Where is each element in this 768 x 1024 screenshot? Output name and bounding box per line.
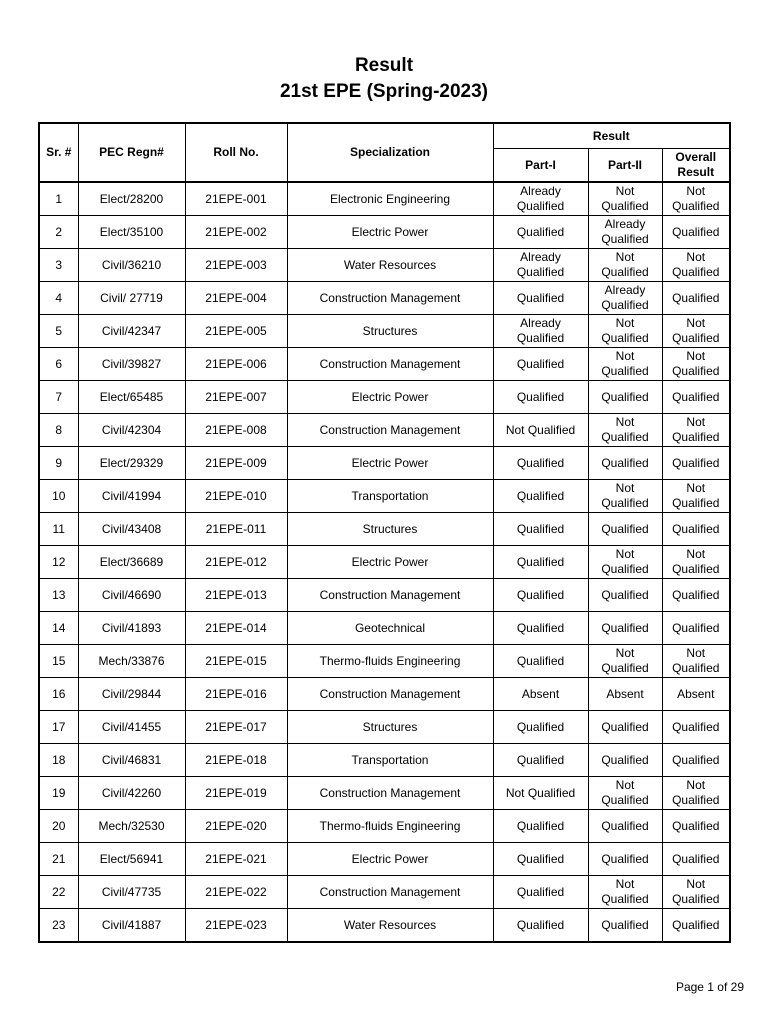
cell-roll-no: 21EPE-016: [185, 678, 287, 711]
cell-roll-no: 21EPE-004: [185, 282, 287, 315]
header-part-1: Part-I: [493, 149, 588, 183]
cell-sr-no: 6: [39, 348, 78, 381]
table-row: [39, 282, 730, 315]
cell-part-2: Not Qualified: [588, 546, 662, 579]
cell-specialization: Construction Management: [287, 348, 493, 381]
cell-overall-result: Not Qualified: [662, 645, 730, 678]
header-overall-line1: Overall: [675, 150, 717, 164]
cell-pec-regn: Civil/42347: [78, 315, 185, 348]
cell-specialization: Thermo-fluids Engineering: [287, 810, 493, 843]
cell-overall-result: Qualified: [662, 711, 730, 744]
cell-specialization: Construction Management: [287, 414, 493, 447]
cell-pec-regn: Civil/41455: [78, 711, 185, 744]
cell-pec-regn: Civil/41893: [78, 612, 185, 645]
table-row: [39, 843, 730, 876]
cell-specialization: Electric Power: [287, 843, 493, 876]
cell-specialization: Geotechnical: [287, 612, 493, 645]
cell-roll-no: 21EPE-012: [185, 546, 287, 579]
cell-specialization: Electric Power: [287, 447, 493, 480]
cell-part-1: Qualified: [493, 579, 588, 612]
cell-specialization: Construction Management: [287, 876, 493, 909]
cell-roll-no: 21EPE-001: [185, 182, 287, 216]
cell-sr-no: 15: [39, 645, 78, 678]
table-row: [39, 249, 730, 282]
cell-part-1: Qualified: [493, 909, 588, 943]
cell-pec-regn: Civil/46831: [78, 744, 185, 777]
cell-sr-no: 13: [39, 579, 78, 612]
cell-part-2: Not Qualified: [588, 876, 662, 909]
cell-part-2: Already Qualified: [588, 216, 662, 249]
cell-pec-regn: Civil/39827: [78, 348, 185, 381]
cell-specialization: Thermo-fluids Engineering: [287, 645, 493, 678]
header-sr: Sr. #: [39, 123, 78, 182]
cell-part-2: Not Qualified: [588, 182, 662, 216]
cell-part-2: Qualified: [588, 711, 662, 744]
cell-sr-no: 3: [39, 249, 78, 282]
cell-specialization: Electronic Engineering: [287, 182, 493, 216]
header-overall-line2: Result: [677, 165, 715, 179]
cell-part-1: Qualified: [493, 282, 588, 315]
cell-specialization: Electric Power: [287, 381, 493, 414]
cell-sr-no: 4: [39, 282, 78, 315]
cell-part-2: Not Qualified: [588, 480, 662, 513]
cell-sr-no: 20: [39, 810, 78, 843]
cell-part-2: Qualified: [588, 579, 662, 612]
cell-sr-no: 16: [39, 678, 78, 711]
header-specialization: Specialization: [287, 123, 493, 182]
cell-pec-regn: Civil/42304: [78, 414, 185, 447]
table-row: [39, 744, 730, 777]
table-row: [39, 579, 730, 612]
table-row: [39, 546, 730, 579]
cell-part-2: Not Qualified: [588, 348, 662, 381]
cell-roll-no: 21EPE-018: [185, 744, 287, 777]
header-roll-no: Roll No.: [185, 123, 287, 182]
cell-part-2: Qualified: [588, 381, 662, 414]
cell-part-1: Qualified: [493, 645, 588, 678]
cell-part-1: Not Qualified: [493, 414, 588, 447]
cell-sr-no: 9: [39, 447, 78, 480]
cell-part-1: Absent: [493, 678, 588, 711]
cell-part-1: Qualified: [493, 381, 588, 414]
cell-overall-result: Qualified: [662, 216, 730, 249]
cell-part-2: Qualified: [588, 843, 662, 876]
cell-overall-result: Qualified: [662, 843, 730, 876]
cell-part-1: Qualified: [493, 216, 588, 249]
cell-part-1: Qualified: [493, 513, 588, 546]
cell-part-2: Not Qualified: [588, 777, 662, 810]
cell-overall-result: Qualified: [662, 612, 730, 645]
cell-pec-regn: Civil/42260: [78, 777, 185, 810]
cell-specialization: Construction Management: [287, 777, 493, 810]
cell-sr-no: 23: [39, 909, 78, 943]
table-header: [39, 123, 730, 182]
cell-part-1: Qualified: [493, 447, 588, 480]
cell-roll-no: 21EPE-009: [185, 447, 287, 480]
cell-pec-regn: Elect/56941: [78, 843, 185, 876]
cell-roll-no: 21EPE-010: [185, 480, 287, 513]
cell-overall-result: Not Qualified: [662, 315, 730, 348]
cell-specialization: Structures: [287, 711, 493, 744]
cell-specialization: Water Resources: [287, 909, 493, 943]
result-table: [38, 122, 731, 943]
table-row: [39, 876, 730, 909]
table-row: [39, 513, 730, 546]
cell-part-1: Qualified: [493, 612, 588, 645]
cell-specialization: Construction Management: [287, 579, 493, 612]
cell-pec-regn: Mech/33876: [78, 645, 185, 678]
cell-overall-result: Qualified: [662, 381, 730, 414]
cell-pec-regn: Civil/41887: [78, 909, 185, 943]
table-row: [39, 645, 730, 678]
cell-part-2: Absent: [588, 678, 662, 711]
cell-sr-no: 19: [39, 777, 78, 810]
cell-part-1: Qualified: [493, 546, 588, 579]
table-row: [39, 777, 730, 810]
cell-pec-regn: Elect/36689: [78, 546, 185, 579]
cell-pec-regn: Elect/65485: [78, 381, 185, 414]
cell-roll-no: 21EPE-015: [185, 645, 287, 678]
cell-pec-regn: Civil/41994: [78, 480, 185, 513]
table-row: [39, 678, 730, 711]
cell-part-2: Not Qualified: [588, 645, 662, 678]
cell-pec-regn: Mech/32530: [78, 810, 185, 843]
cell-roll-no: 21EPE-019: [185, 777, 287, 810]
cell-part-2: Qualified: [588, 447, 662, 480]
cell-sr-no: 12: [39, 546, 78, 579]
cell-part-2: Qualified: [588, 612, 662, 645]
cell-part-2: Qualified: [588, 513, 662, 546]
cell-specialization: Transportation: [287, 480, 493, 513]
cell-part-2: Not Qualified: [588, 315, 662, 348]
cell-specialization: Structures: [287, 513, 493, 546]
cell-overall-result: Qualified: [662, 447, 730, 480]
header-pec-regn: PEC Regn#: [78, 123, 185, 182]
cell-overall-result: Qualified: [662, 282, 730, 315]
table-row: [39, 315, 730, 348]
table-row: [39, 216, 730, 249]
table-row: [39, 909, 730, 943]
cell-overall-result: Not Qualified: [662, 876, 730, 909]
cell-pec-regn: Elect/28200: [78, 182, 185, 216]
cell-part-1: Already Qualified: [493, 315, 588, 348]
table-row: [39, 381, 730, 414]
cell-sr-no: 10: [39, 480, 78, 513]
cell-specialization: Construction Management: [287, 282, 493, 315]
cell-specialization: Water Resources: [287, 249, 493, 282]
cell-part-1: Already Qualified: [493, 182, 588, 216]
cell-sr-no: 11: [39, 513, 78, 546]
cell-sr-no: 17: [39, 711, 78, 744]
cell-pec-regn: Civil/43408: [78, 513, 185, 546]
cell-part-1: Qualified: [493, 480, 588, 513]
cell-roll-no: 21EPE-011: [185, 513, 287, 546]
page-number: Page 1 of 29: [675, 980, 744, 994]
cell-pec-regn: Civil/29844: [78, 678, 185, 711]
cell-specialization: Construction Management: [287, 678, 493, 711]
cell-sr-no: 7: [39, 381, 78, 414]
cell-roll-no: 21EPE-006: [185, 348, 287, 381]
cell-sr-no: 8: [39, 414, 78, 447]
header-overall-result: [662, 149, 730, 183]
cell-sr-no: 18: [39, 744, 78, 777]
cell-part-2: Already Qualified: [588, 282, 662, 315]
cell-part-2: Qualified: [588, 810, 662, 843]
cell-roll-no: 21EPE-023: [185, 909, 287, 943]
cell-sr-no: 22: [39, 876, 78, 909]
cell-part-2: Not Qualified: [588, 414, 662, 447]
cell-overall-result: Qualified: [662, 744, 730, 777]
cell-overall-result: Qualified: [662, 513, 730, 546]
header-result: Result: [493, 123, 730, 149]
cell-roll-no: 21EPE-021: [185, 843, 287, 876]
table-row: [39, 447, 730, 480]
cell-roll-no: 21EPE-020: [185, 810, 287, 843]
cell-specialization: Electric Power: [287, 546, 493, 579]
cell-part-1: Qualified: [493, 711, 588, 744]
cell-overall-result: Not Qualified: [662, 182, 730, 216]
table-row: [39, 182, 730, 216]
cell-roll-no: 21EPE-014: [185, 612, 287, 645]
cell-overall-result: Not Qualified: [662, 480, 730, 513]
table-row: [39, 711, 730, 744]
cell-pec-regn: Civil/36210: [78, 249, 185, 282]
cell-part-1: Qualified: [493, 810, 588, 843]
cell-part-2: Qualified: [588, 909, 662, 943]
cell-sr-no: 14: [39, 612, 78, 645]
cell-overall-result: Not Qualified: [662, 414, 730, 447]
cell-overall-result: Qualified: [662, 579, 730, 612]
cell-part-2: Not Qualified: [588, 249, 662, 282]
cell-roll-no: 21EPE-022: [185, 876, 287, 909]
table-row: [39, 348, 730, 381]
cell-part-1: Qualified: [493, 876, 588, 909]
cell-pec-regn: Elect/35100: [78, 216, 185, 249]
header-part-2: Part-II: [588, 149, 662, 183]
cell-part-2: Qualified: [588, 744, 662, 777]
cell-part-1: Qualified: [493, 843, 588, 876]
cell-overall-result: Not Qualified: [662, 777, 730, 810]
cell-roll-no: 21EPE-008: [185, 414, 287, 447]
cell-roll-no: 21EPE-005: [185, 315, 287, 348]
table-row: [39, 612, 730, 645]
page-title: Result: [354, 55, 414, 76]
cell-specialization: Electric Power: [287, 216, 493, 249]
cell-part-1: Qualified: [493, 744, 588, 777]
cell-overall-result: Qualified: [662, 909, 730, 943]
cell-roll-no: 21EPE-007: [185, 381, 287, 414]
table-row: [39, 414, 730, 447]
table-row: [39, 810, 730, 843]
cell-pec-regn: Elect/29329: [78, 447, 185, 480]
cell-overall-result: Not Qualified: [662, 249, 730, 282]
cell-part-1: Qualified: [493, 348, 588, 381]
cell-pec-regn: Civil/47735: [78, 876, 185, 909]
cell-roll-no: 21EPE-013: [185, 579, 287, 612]
table-row: [39, 480, 730, 513]
cell-part-1: Already Qualified: [493, 249, 588, 282]
cell-roll-no: 21EPE-002: [185, 216, 287, 249]
cell-sr-no: 5: [39, 315, 78, 348]
cell-overall-result: Not Qualified: [662, 546, 730, 579]
cell-roll-no: 21EPE-017: [185, 711, 287, 744]
cell-specialization: Structures: [287, 315, 493, 348]
cell-sr-no: 2: [39, 216, 78, 249]
page-subtitle: 21st EPE (Spring-2023): [279, 81, 489, 102]
cell-sr-no: 21: [39, 843, 78, 876]
cell-overall-result: Absent: [662, 678, 730, 711]
cell-sr-no: 1: [39, 182, 78, 216]
cell-overall-result: Not Qualified: [662, 348, 730, 381]
cell-part-1: Not Qualified: [493, 777, 588, 810]
table-body: [39, 182, 730, 942]
cell-overall-result: Qualified: [662, 810, 730, 843]
cell-specialization: Transportation: [287, 744, 493, 777]
cell-pec-regn: Civil/46690: [78, 579, 185, 612]
cell-pec-regn: Civil/ 27719: [78, 282, 185, 315]
cell-roll-no: 21EPE-003: [185, 249, 287, 282]
